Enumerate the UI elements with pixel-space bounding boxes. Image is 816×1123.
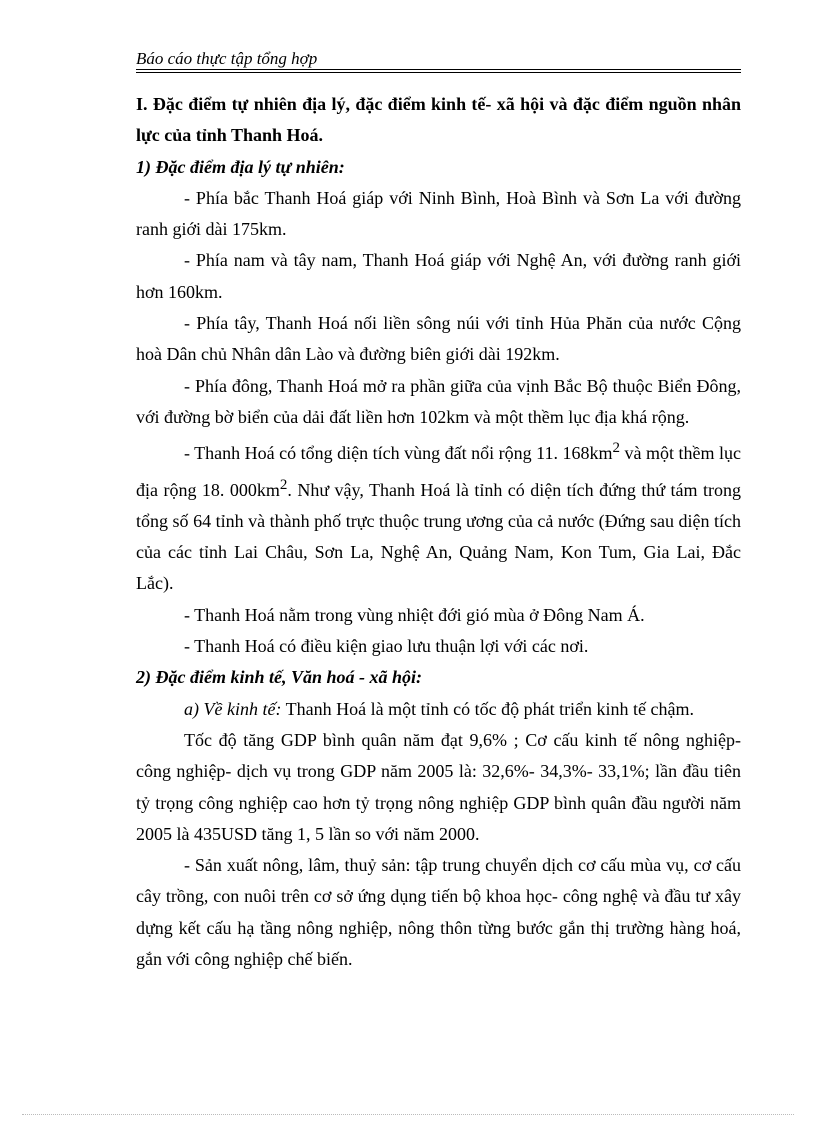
area-text-part3: . Như vậy, Thanh Hoá là tỉnh có diện tích đứng thứ tám trong tổng số 64 tỉnh và thành phố trực thuộc trung ương của cả nước (Đứng sau diện tích của các tỉnh Lai Châu, Sơn La, Nghệ An, Quảng Nam, Kon Tum, Gia Lai, Đắc Lắc). bbox=[136, 479, 741, 594]
area-text-part1: - Thanh Hoá có tổng diện tích vùng đất nổi rộng 11. 168km bbox=[184, 443, 613, 464]
page-header bbox=[136, 48, 741, 70]
paragraph-west-border: - Phía tây, Thanh Hoá nối liền sông núi với tỉnh Hủa Phăn của nước Cộng hoà Dân chủ Nhân dân Lào và đường biên giới dài 192km. bbox=[136, 313, 741, 365]
document-body bbox=[136, 89, 741, 975]
paragraph-south-border: - Phía nam và tây nam, Thanh Hoá giáp với Nghệ An, với đường ranh giới hơn 160km. bbox=[136, 250, 741, 302]
header-rule-bottom bbox=[136, 72, 741, 73]
economy-label: a) Về kinh tế: bbox=[184, 698, 282, 719]
paragraph-area bbox=[136, 433, 741, 599]
area-superscript-2: 2 bbox=[279, 476, 288, 493]
paragraph-economy-intro bbox=[136, 694, 741, 725]
subsection-heading-geography: 1) Đặc điểm địa lý tự nhiên: bbox=[136, 156, 345, 177]
paragraph-agriculture: - Sản xuất nông, lâm, thuỷ sản: tập trung chuyển dịch cơ cấu mùa vụ, cơ cấu cây trồng, con nuôi trên cơ sở ứng dụng tiến bộ khoa học- công nghệ và đầu tư xây dựng kết cấu hạ tầng nông nghiệp, nông thôn từng bước gắn thị trường hàng hoá, gắn với công nghiệp chế biến. bbox=[136, 855, 741, 970]
paragraph-exchange: - Thanh Hoá có điều kiện giao lưu thuận lợi với các nơi. bbox=[184, 636, 589, 657]
header-title: Báo cáo thực tập tổng hợp bbox=[136, 49, 318, 68]
paragraph-east-border: - Phía đông, Thanh Hoá mở ra phần giữa của vịnh Bắc Bộ thuộc Biển Đông, với đường bờ biển của dải đất liền hơn 102km và một thềm lục địa khá rộng. bbox=[136, 375, 741, 427]
paragraph-climate: - Thanh Hoá nằm trong vùng nhiệt đới gió mùa ở Đông Nam Á. bbox=[184, 604, 645, 625]
header-rule-top bbox=[136, 69, 741, 70]
area-text-part2: và một thềm lục địa rộng 18. 000km bbox=[136, 443, 741, 500]
subsection-heading-economy: 2) Đặc điểm kinh tế, Văn hoá - xã hội: bbox=[136, 667, 423, 688]
section-heading: I. Đặc điểm tự nhiên địa lý, đặc điểm kinh tế- xã hội và đặc điểm nguồn nhân lực của tỉnh Thanh Hoá. bbox=[136, 94, 741, 146]
paragraph-gdp: Tốc độ tăng GDP bình quân năm đạt 9,6% ; Cơ cấu kinh tế nông nghiệp- công nghiệp- dịch vụ trong GDP năm 2005 là: 32,6%- 34,3%- 33,1%; lần đầu tiên tỷ trọng công nghiệp cao hơn tỷ trọng nông nghiệp GDP bình quân đầu người năm 2005 là 435USD tăng 1, 5 lần so với năm 2000. bbox=[136, 729, 741, 844]
economy-intro-text: Thanh Hoá là một tỉnh có tốc độ phát triển kinh tế chậm. bbox=[281, 698, 695, 719]
page-bottom-border bbox=[22, 1114, 794, 1115]
area-superscript-1: 2 bbox=[612, 440, 620, 457]
paragraph-north-border: - Phía bắc Thanh Hoá giáp với Ninh Bình, Hoà Bình và Sơn La với đường ranh giới dài 175km. bbox=[136, 187, 741, 240]
